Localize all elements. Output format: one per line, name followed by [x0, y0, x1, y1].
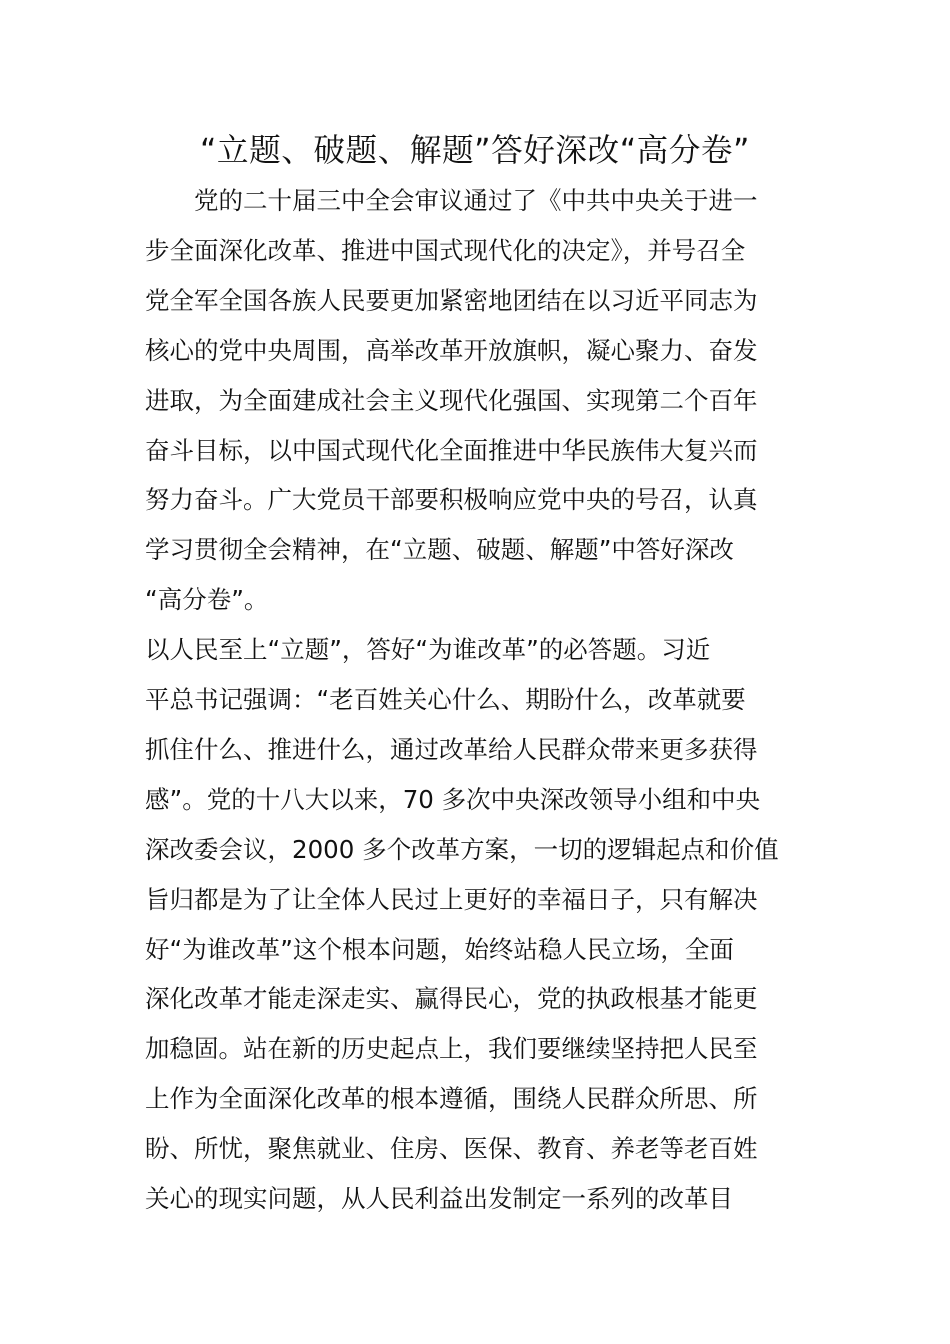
body-text-line: 关心的现实问题，从人民利益出发制定一系列的改革目	[145, 1184, 733, 1213]
body-text-line: 深化改革才能走深走实、赢得民心，党的执政根基才能更	[145, 984, 758, 1014]
body-text-line: 奋斗目标，以中国式现代化全面推进中华民族伟大复兴而	[145, 435, 758, 465]
body-text-line: 好“为谁改革”这个根本问题，始终站稳人民立场，全面	[145, 934, 734, 964]
body-text-line: 进取，为全面建成社会主义现代化强国、实现第二个百年	[145, 385, 758, 415]
body-text-line: 以人民至上“立题”，答好“为谁改革”的必答题。习近	[145, 635, 711, 665]
body-text-line: 党全军全国各族人民要更加紧密地团结在以习近平同志为	[145, 285, 758, 315]
body-text-line: 盼、所忧，聚焦就业、住房、医保、教育、养老等老百姓	[145, 1134, 758, 1164]
body-text-line: 加稳固。站在新的历史起点上，我们要继续坚持把人民至	[145, 1034, 758, 1064]
body-text-line: “高分卷”。	[145, 585, 269, 615]
body-text-line: 深改委会议，2000 多个改革方案，一切的逻辑起点和价值	[145, 834, 779, 864]
body-text-line: 努力奋斗。广大党员干部要积极响应党中央的号召，认真	[145, 485, 758, 515]
body-text-line: 抓住什么、推进什么，通过改革给人民群众带来更多获得	[145, 734, 758, 764]
body-text-line: 核心的党中央周围，高举改革开放旗帜，凝心聚力、奋发	[145, 335, 758, 365]
body-text-line: 平总书记强调：“老百姓关心什么、期盼什么，改革就要	[145, 685, 746, 714]
document-title: “立题、破题、解题”答好深改“高分卷”	[200, 133, 750, 169]
body-text-line: 感”。党的十八大以来，70 多次中央深改领导小组和中央	[145, 784, 761, 814]
body-text-line: 学习贯彻全会精神，在“立题、破题、解题”中答好深改	[145, 535, 734, 565]
body-text-line: 党的二十届三中全会审议通过了《中共中央关于进一	[145, 186, 758, 215]
body-text-line: 旨归都是为了让全体人民过上更好的幸福日子，只有解决	[145, 884, 758, 914]
body-text-line: 步全面深化改革、推进中国式现代化的决定》，并号召全	[145, 235, 746, 265]
body-text-line: 上作为全面深化改革的根本遵循，围绕人民群众所思、所	[145, 1084, 758, 1114]
